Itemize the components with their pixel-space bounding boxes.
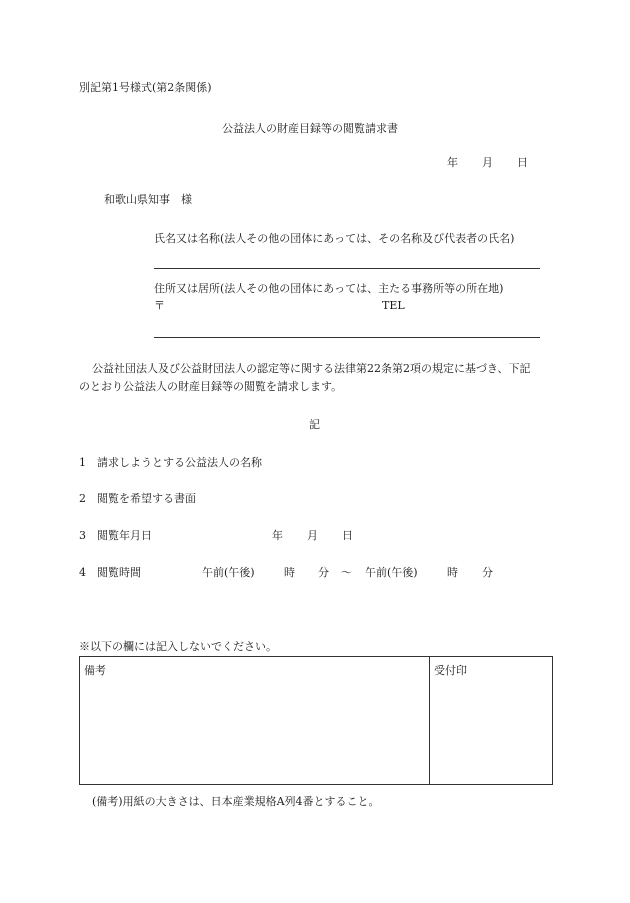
- name-field-line[interactable]: [154, 268, 540, 269]
- form-title: 公益法人の財産目録等の閲覧請求書: [222, 122, 398, 135]
- item-4-number: 4: [79, 566, 86, 579]
- item-4-tilde: ～: [341, 566, 352, 579]
- item-4-label: 閲覧時間: [97, 566, 141, 579]
- office-box-divider: [429, 657, 430, 784]
- item-4-minute-start: 分: [318, 566, 329, 579]
- remarks-label: 備考: [84, 664, 106, 677]
- date-day: 日: [517, 156, 528, 169]
- item-2-label: 閲覧を希望する書面: [97, 492, 196, 505]
- address-label: 住所又は居所(法人その他の団体にあっては、主たる事務所等の所在地): [154, 282, 504, 295]
- item-4-hour-start: 時: [284, 566, 295, 579]
- item-3-number: 3: [79, 529, 86, 542]
- item-3-year: 年: [272, 529, 283, 542]
- footnote: (備考)用紙の大きさは、日本産業規格A列4番とすること。: [92, 795, 380, 808]
- form-label: 別記第1号様式(第2条関係): [79, 81, 212, 94]
- item-1-label: 請求しようとする公益法人の名称: [97, 456, 262, 469]
- tel-label: TEL: [382, 299, 405, 312]
- date-month: 月: [482, 156, 493, 169]
- body-line-2: のとおり公益法人の財産目録等の閲覧を請求します。: [79, 380, 343, 393]
- ki-heading: 記: [309, 418, 320, 431]
- body-line-1: 公益社団法人及び公益財団法人の認定等に関する法律第22条第2項の規定に基づき、下記: [92, 362, 531, 375]
- item-4-ampm-start: 午前(午後): [202, 566, 255, 579]
- office-use-box: [79, 656, 553, 785]
- item-4-hour-end: 時: [447, 566, 458, 579]
- item-2-number: 2: [79, 492, 86, 505]
- item-4-ampm-end: 午前(午後): [365, 566, 418, 579]
- address-field-line[interactable]: [154, 337, 540, 338]
- stamp-label: 受付印: [434, 664, 467, 677]
- date-year: 年: [447, 156, 458, 169]
- addressee: 和歌山県知事 様: [104, 193, 192, 206]
- item-3-month: 月: [307, 529, 318, 542]
- item-3-label: 閲覧年月日: [97, 529, 152, 542]
- item-4-minute-end: 分: [482, 566, 493, 579]
- item-1-number: 1: [79, 456, 86, 469]
- name-label: 氏名又は名称(法人その他の団体にあっては、その名称及び代表者の氏名): [154, 232, 515, 245]
- postal-mark: 〒: [154, 299, 165, 312]
- office-use-note: ※以下の欄には記入しないでください。: [79, 640, 277, 653]
- item-3-day: 日: [342, 529, 353, 542]
